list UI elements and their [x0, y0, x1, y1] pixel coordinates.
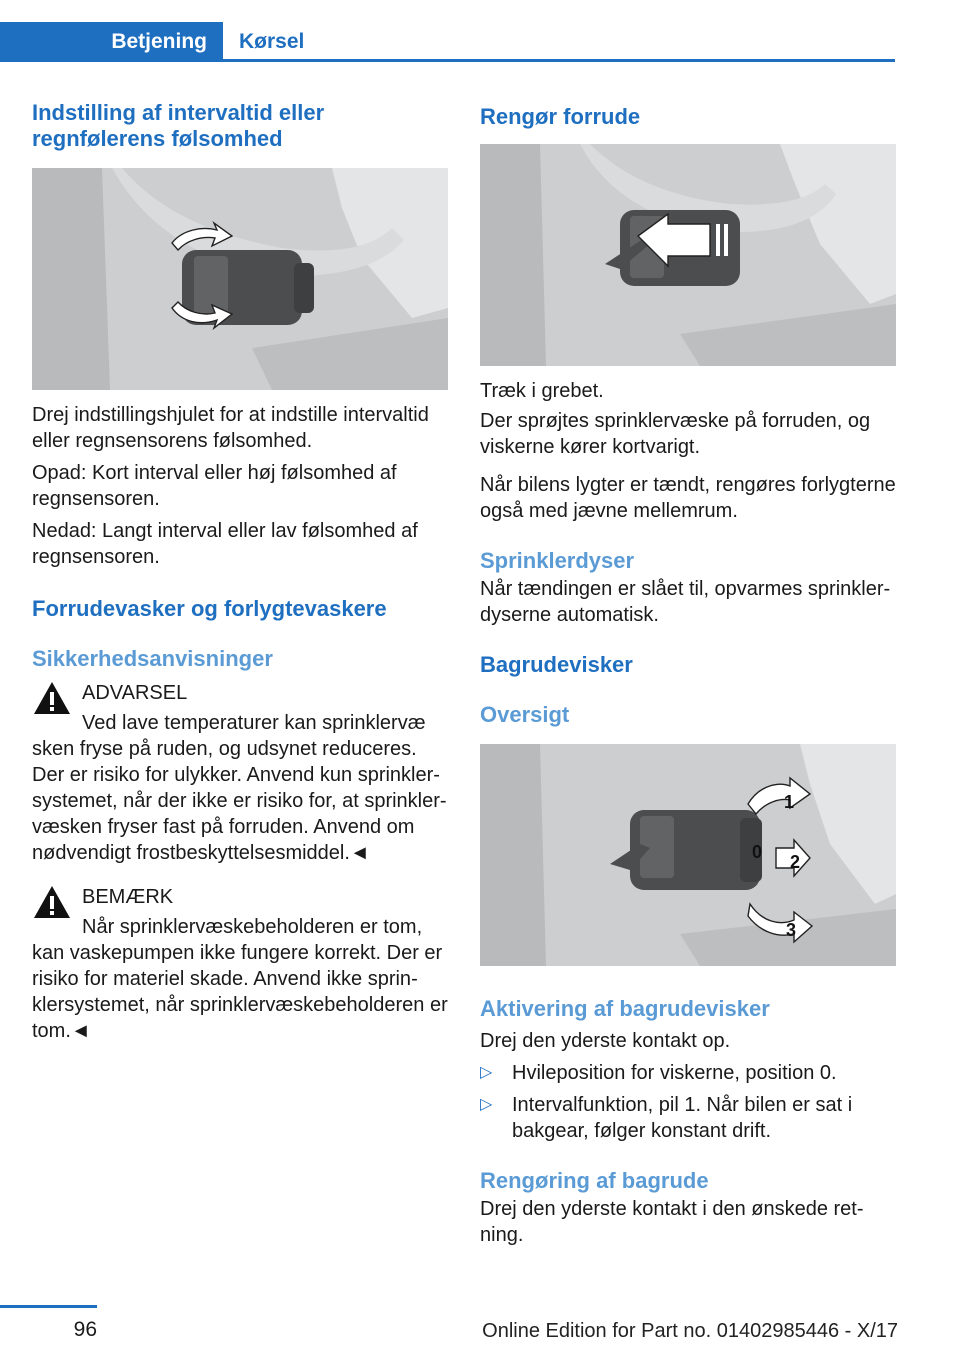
tab-betjening[interactable]: Betjening: [0, 22, 223, 62]
position-label-3: 3: [786, 920, 797, 940]
bullet-triangle-icon: ▷: [480, 1064, 493, 1081]
left-para-1: Drej indstillingshjulet for at indstille intervaltid eller regnsensorens følsomhed.: [32, 404, 429, 452]
heading-nozzles: Sprinklerdyser: [480, 548, 635, 573]
rear-wiper-figure: [480, 744, 896, 966]
right-para-4: Når tændingen er slået til, opvarmes sprinklerdyserne automatisk.: [480, 578, 891, 626]
heading-safety: Sikkerhedsanvisninger: [32, 646, 273, 671]
warning-advarsel: [32, 680, 448, 866]
rear-wiper-illustration: [480, 744, 896, 966]
right-para-2: Der sprøjtes sprinklervæske på forruden, og viskerne kører kortvarigt.: [480, 410, 871, 458]
notice-line-1: Når sprinklervæskebeholderen er tom,: [82, 916, 423, 938]
header-bar: [0, 0, 895, 62]
wiper-pull-figure: [480, 144, 896, 366]
notice-title: BEMÆRK: [82, 886, 174, 908]
heading-overview: Oversigt: [480, 702, 570, 727]
left-para-2: Opad: Kort interval eller høj følsomhed af regnsensoren.: [32, 462, 397, 510]
right-para-6: Drej den yderste kontakt i den ønskede retning.: [480, 1198, 864, 1246]
header-rule: [223, 59, 895, 62]
wiper-pull-illustration: [480, 144, 896, 366]
page-number: 96: [73, 1318, 97, 1341]
heading-interval: Indstilling af intervaltid eller regnfølerens følsomhed: [32, 100, 325, 151]
position-label-1: 1: [784, 792, 795, 812]
tab-korsel[interactable]: Kørsel: [239, 30, 305, 53]
right-column: [480, 100, 896, 1248]
heading-washers: Forrudevasker og forlygtevaskere: [32, 596, 387, 621]
wiper-interval-illustration: [32, 168, 448, 390]
heading-rear-wiper: Bagrudevisker: [480, 652, 633, 677]
footer-rule: [0, 1305, 97, 1308]
rear-wiper-list: [480, 1060, 896, 1144]
right-para-1: Træk i grebet.: [480, 380, 604, 402]
edition-text: Online Edition for Part no. 01402985446 - X/17: [482, 1320, 898, 1342]
left-para-3: Nedad: Langt interval eller lav følsomhed af regnsensoren.: [32, 520, 418, 568]
wiper-interval-figure: [32, 168, 448, 390]
warning-triangle-icon: [32, 680, 72, 716]
right-para-5: Drej den yderste kontakt op.: [480, 1030, 731, 1052]
warning-1-text: sken fryse på ruden, og udsynet reduceres. Der er risiko for ulykker. Anvend kun sprinklersystemet, når der ikke er risiko for, at sprinklervæsken fryser fast på forruden. Anvend om nødvendigt frostbeskyttelsesmiddel.◄: [32, 738, 447, 864]
warning-1-line-1: Ved lave temperaturer kan sprinklervæ: [82, 712, 426, 734]
position-label-2: 2: [790, 852, 801, 872]
bullet-triangle-icon: ▷: [480, 1096, 493, 1113]
right-para-3: Når bilens lygter er tændt, rengøres forlygterne også med jævne mellemrum.: [480, 474, 896, 522]
notice-text: kan vaskepumpen ikke fungere korrekt. Der er risiko for materiel skade. Anvend ikke sprinklersystemet, når sprinklervæskebeholderen er tom.◄: [32, 942, 448, 1042]
notice-bemaerk: [32, 884, 448, 1044]
left-column: [32, 100, 448, 1044]
position-label-0: 0: [752, 842, 763, 862]
heading-activate-rear-wiper: Aktivering af bagrudevisker: [480, 996, 770, 1021]
notice-triangle-icon: [32, 884, 72, 920]
heading-clean-rear-window: Rengøring af bagrude: [480, 1168, 709, 1193]
heading-clean-windshield: Rengør forrude: [480, 104, 641, 129]
warning-1-title: ADVARSEL: [82, 682, 188, 704]
list-item: ▷ Hvileposition for viskerne, position 0.: [480, 1062, 837, 1084]
list-item: ▷ Intervalfunktion, pil 1. Når bilen er sat i bakgear, følger konstant drift.: [480, 1094, 853, 1142]
